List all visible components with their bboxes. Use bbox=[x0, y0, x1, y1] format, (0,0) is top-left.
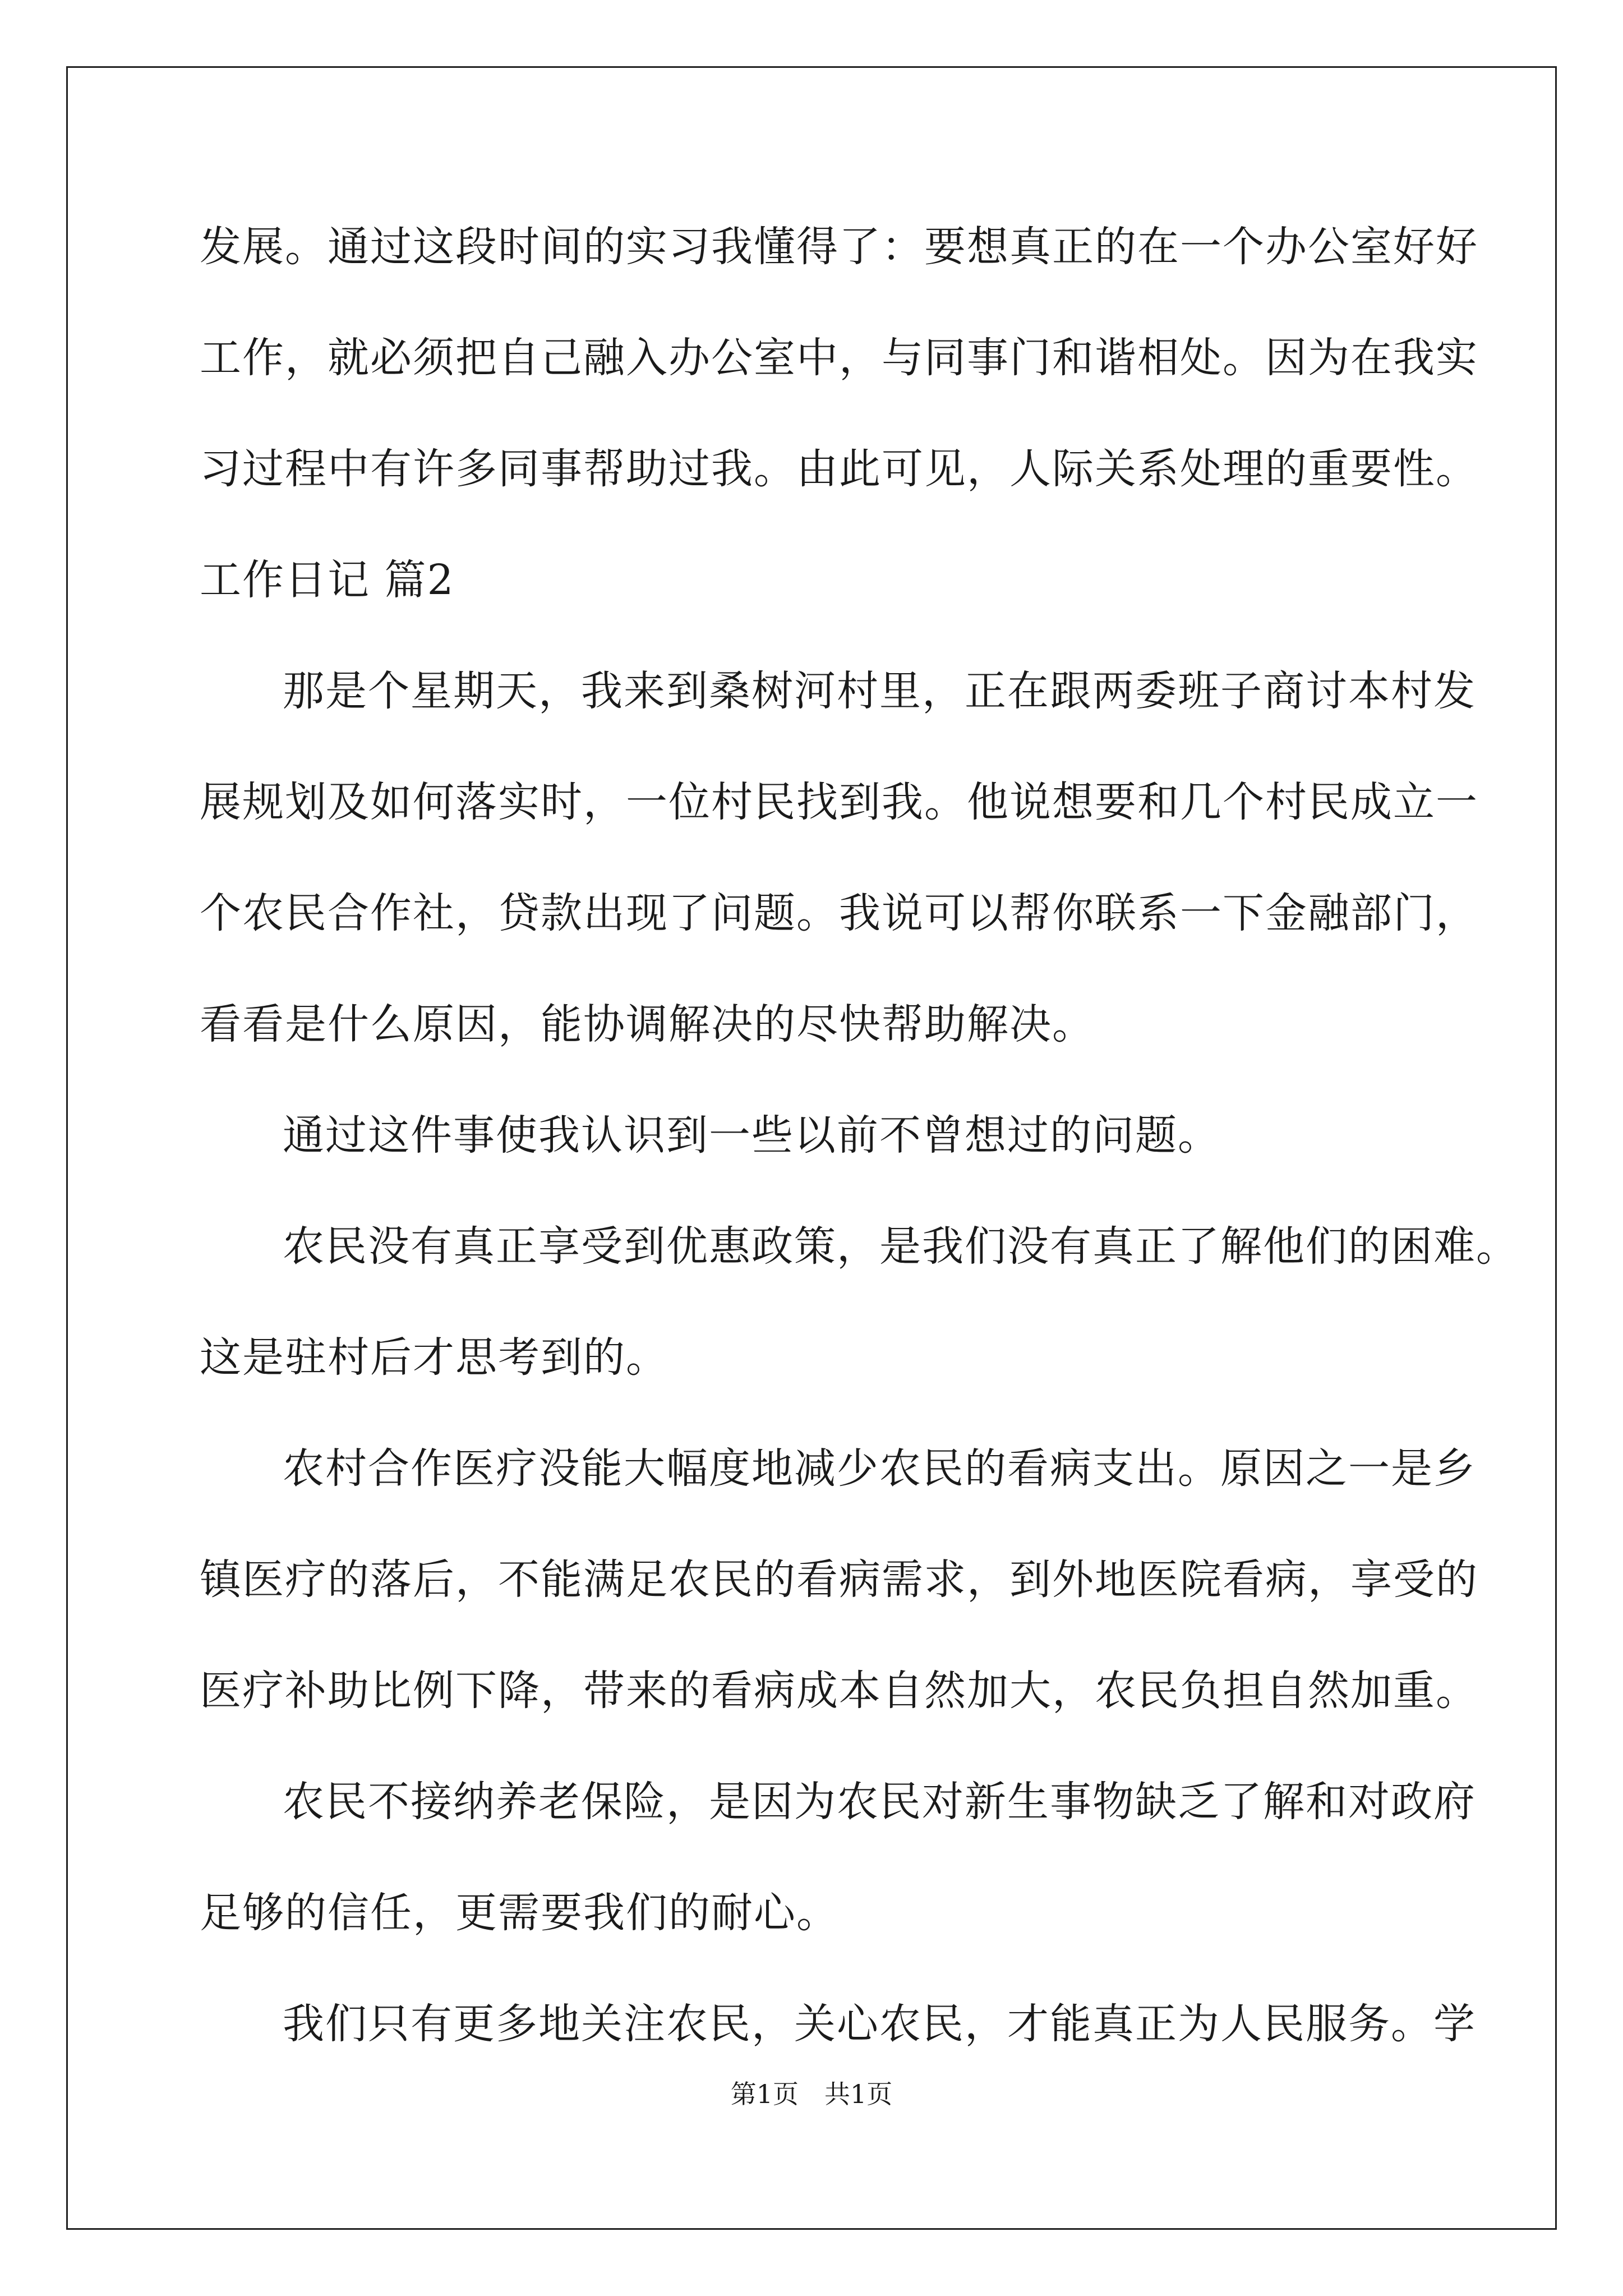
text-line: 个农民合作社，贷款出现了问题。我说可以帮你联系一下金融部门， bbox=[200, 889, 1478, 937]
text-line: 农民没有真正享受到优惠政策，是我们没有真正了解他们的困难。 bbox=[283, 1222, 1519, 1271]
section-heading: 工作日记 篇2 bbox=[200, 556, 455, 604]
text-line: 那是个星期天，我来到桑树河村里，正在跟两委班子商讨本村发 bbox=[283, 667, 1476, 715]
text-line: 农民不接纳养老保险，是因为农民对新生事物缺乏了解和对政府 bbox=[283, 1778, 1476, 1826]
text-line: 习过程中有许多同事帮助过我。由此可见，人际关系处理的重要性。 bbox=[200, 445, 1478, 493]
text-line: 展规划及如何落实时，一位村民找到我。他说想要和几个村民成立一 bbox=[200, 778, 1478, 826]
text-line: 镇医疗的落后，不能满足农民的看病需求，到外地医院看病，享受的 bbox=[200, 1556, 1478, 1604]
text-line: 我们只有更多地关注农民，关心农民，才能真正为人民服务。学 bbox=[283, 2000, 1476, 2048]
text-line: 发展。通过这段时间的实习我懂得了：要想真正的在一个办公室好好 bbox=[200, 223, 1478, 271]
text-line: 通过这件事使我认识到一些以前不曾想过的问题。 bbox=[283, 1111, 1220, 1159]
text-line: 足够的信任，更需要我们的耐心。 bbox=[200, 1889, 839, 1937]
text-line: 看看是什么原因，能协调解决的尽快帮助解决。 bbox=[200, 1000, 1095, 1048]
text-line: 工作，就必须把自己融入办公室中，与同事门和谐相处。因为在我实 bbox=[200, 334, 1478, 382]
page-number: 第1页 共1页 bbox=[730, 2079, 893, 2109]
text-line: 这是驻村后才思考到的。 bbox=[200, 1333, 668, 1382]
text-line: 医疗补助比例下降，带来的看病成本自然加大，农民负担自然加重。 bbox=[200, 1667, 1478, 1715]
text-line: 农村合作医疗没能大幅度地减少农民的看病支出。原因之一是乡 bbox=[283, 1444, 1476, 1493]
